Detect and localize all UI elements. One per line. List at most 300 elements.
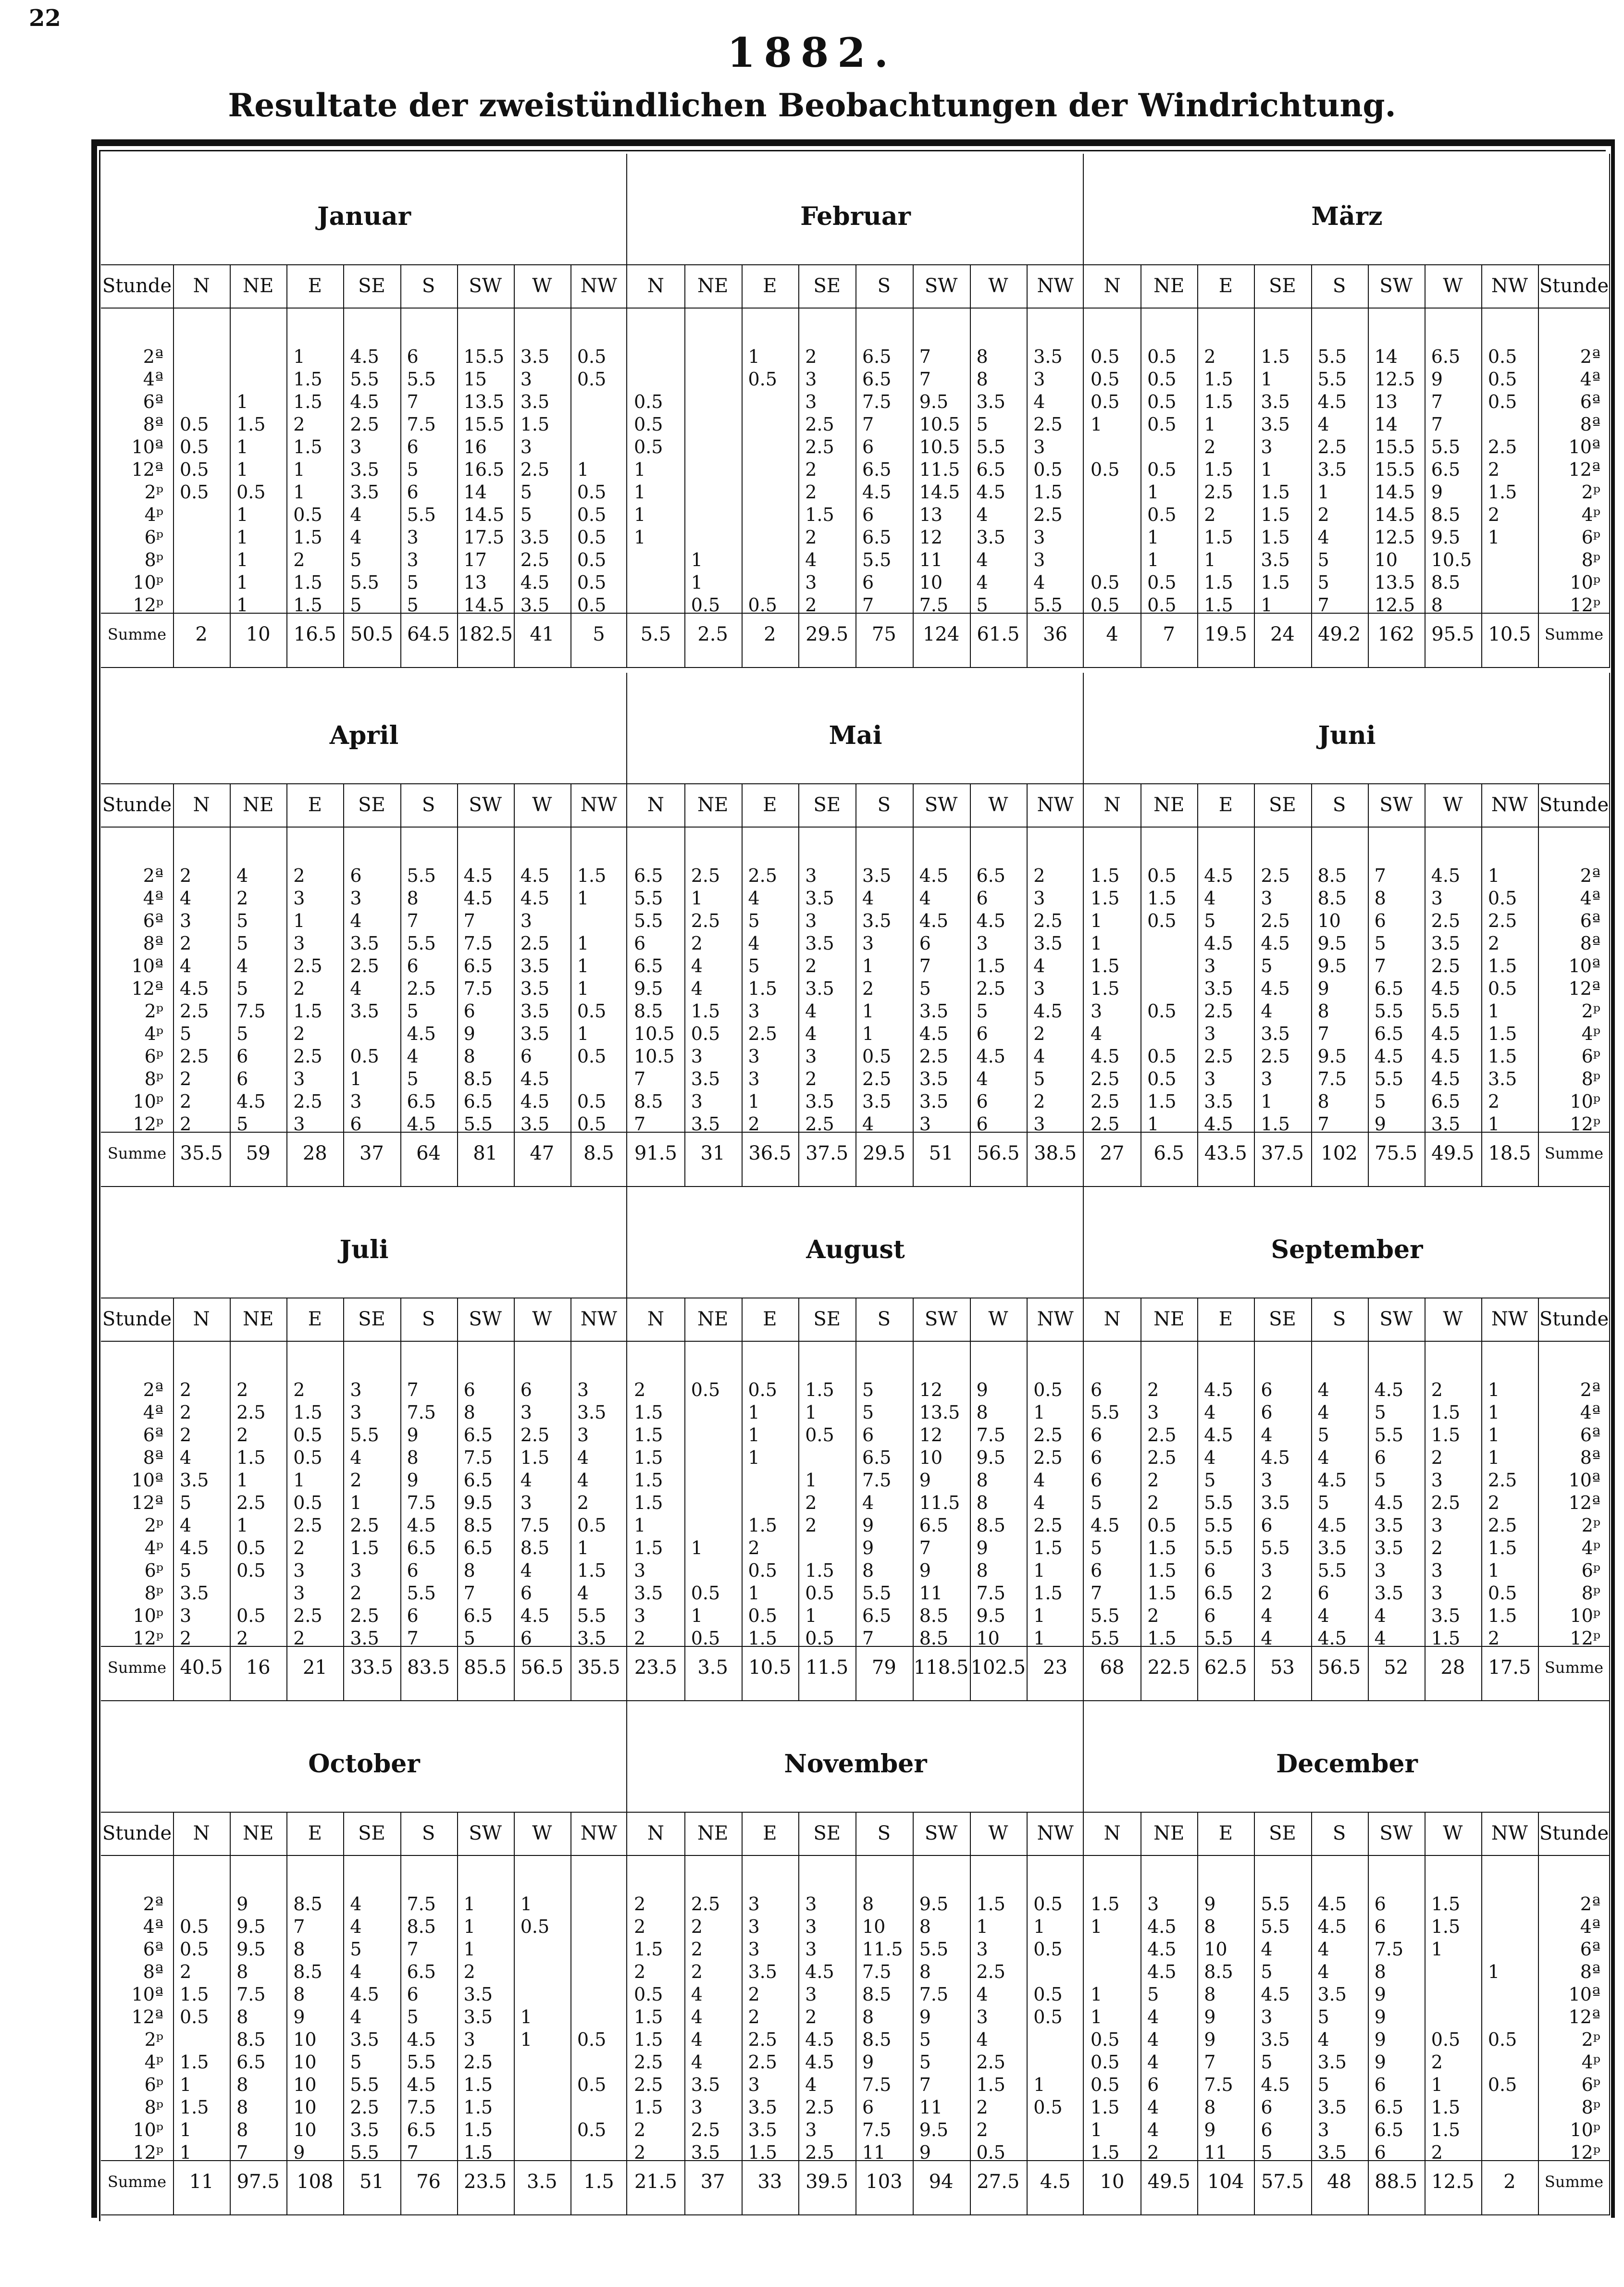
column-rule	[514, 783, 515, 1187]
data-cell: 4	[691, 2029, 703, 2050]
data-cell: 5	[407, 1068, 419, 1089]
hour-label: 6ᵖ	[1581, 1560, 1600, 1581]
hour-label: 10ᵖ	[133, 572, 163, 593]
data-cell: 7	[862, 414, 874, 435]
data-cell: 4	[1261, 1424, 1273, 1446]
column-rule	[457, 1812, 458, 2215]
data-cell: 0.5	[1147, 391, 1177, 412]
data-cell: 8	[236, 2119, 248, 2140]
data-cell: 10	[1317, 910, 1341, 931]
hour-label: 2ª	[1580, 346, 1600, 367]
hour-label: 4ª	[143, 1916, 163, 1937]
data-cell: 5	[236, 910, 248, 931]
column-rule	[742, 783, 743, 1187]
data-cell: 5	[407, 1001, 419, 1022]
data-cell: 6	[976, 1023, 988, 1044]
summe-value: 95.5	[1431, 623, 1475, 645]
data-cell: 1.5	[1488, 1537, 1517, 1558]
data-cell: 4.5	[1091, 1515, 1120, 1536]
data-cell: 0.5	[577, 2029, 607, 2050]
data-cell: 4.5	[805, 1961, 834, 1982]
month-block-5	[1084, 673, 1610, 1187]
data-cell: 5.5	[1033, 594, 1063, 616]
summe-value: 64	[416, 1142, 441, 1164]
summe-value: 118.5	[913, 1657, 969, 1679]
data-cell: 1	[1261, 369, 1273, 390]
data-cell: 2.5	[805, 414, 834, 435]
column-rule	[1027, 783, 1028, 1187]
data-cell: 3	[180, 910, 192, 931]
data-cell: 4	[180, 955, 192, 977]
data-cell: 7	[919, 2074, 931, 2095]
data-cell: 2	[862, 978, 874, 999]
data-cell: 1	[293, 1470, 305, 1491]
data-cell: 3.5	[1261, 549, 1290, 570]
data-cell: 4	[577, 1470, 589, 1491]
data-cell: 2.5	[1204, 1001, 1233, 1022]
column-rule	[1368, 1298, 1369, 1701]
data-cell: 1.5	[1033, 1537, 1063, 1558]
data-cell: 7	[1374, 865, 1386, 886]
block-bottom-rule	[101, 2214, 627, 2215]
data-cell: 2.5	[1488, 436, 1517, 457]
data-cell: 7	[1374, 955, 1386, 977]
summe-value: 27.5	[977, 2171, 1020, 2193]
data-cell: 8	[293, 1984, 305, 2005]
data-cell: 5	[407, 572, 419, 593]
data-cell: 1	[463, 1939, 475, 1960]
column-rule	[1311, 1812, 1312, 2215]
data-cell: 3.5	[1261, 414, 1290, 435]
data-cell: 6	[919, 933, 931, 954]
data-cell: 3	[1033, 888, 1045, 909]
data-cell: 4	[520, 1560, 532, 1581]
data-cell: 4	[805, 1023, 817, 1044]
data-cell: 7.5	[520, 1515, 550, 1536]
data-cell: 1.5	[293, 1001, 322, 1022]
data-cell: 5	[919, 978, 931, 999]
data-cell: 0.5	[805, 1424, 834, 1446]
data-cell: 2	[180, 933, 192, 954]
data-cell: 1	[1091, 1916, 1103, 1937]
data-cell: 7	[1317, 1113, 1329, 1135]
header-s: S	[877, 1822, 891, 1844]
data-cell: 1	[236, 391, 248, 412]
data-cell: 1	[691, 549, 703, 570]
hour-label: 10ᵖ	[1570, 2119, 1600, 2140]
data-cell: 4.5	[1317, 391, 1347, 412]
summe-value: 81	[473, 1142, 498, 1164]
hour-label: 2ᵖ	[144, 2029, 163, 2050]
data-cell: 1.5	[293, 369, 322, 390]
header-nw: NW	[1037, 794, 1074, 816]
column-rule	[230, 1812, 231, 2215]
data-cell: 5	[1317, 1492, 1329, 1513]
data-cell: 1	[1317, 482, 1329, 503]
data-cell: 1	[748, 1402, 760, 1423]
data-cell: 10	[862, 1916, 886, 1937]
data-cell: 3	[1033, 527, 1045, 548]
data-cell: 1	[520, 1893, 532, 1915]
data-cell: 1	[691, 888, 703, 909]
data-cell: 13.5	[463, 391, 505, 412]
data-cell: 5	[919, 2052, 931, 2073]
data-cell: 6	[1374, 2074, 1386, 2095]
data-cell: 4.5	[1204, 933, 1233, 954]
data-cell: 1.5	[1431, 1402, 1461, 1423]
data-cell: 1.5	[1261, 346, 1290, 367]
data-cell: 6	[1147, 2074, 1159, 2095]
column-rule	[1425, 264, 1426, 668]
data-cell: 9	[1374, 2029, 1386, 2050]
data-cell: 5	[1147, 1984, 1159, 2005]
data-cell: 2	[748, 1984, 760, 2005]
header-sw: SW	[924, 794, 958, 816]
summe-value: 37	[700, 2171, 725, 2193]
data-cell: 2	[293, 978, 305, 999]
data-cell: 8.5	[1317, 888, 1347, 909]
header-sw: SW	[924, 275, 958, 297]
data-cell: 2.5	[748, 865, 777, 886]
table-rule	[1084, 827, 1610, 828]
data-cell: 7	[463, 910, 475, 931]
data-cell: 8.5	[407, 1916, 436, 1937]
data-cell: 4	[350, 527, 362, 548]
summe-value: 11	[189, 2171, 214, 2193]
data-cell: 4	[520, 1470, 532, 1491]
summe-value: 3.5	[697, 1657, 728, 1679]
data-cell: 17	[463, 549, 487, 570]
data-cell: 1.5	[1091, 2142, 1120, 2163]
data-cell: 1.5	[634, 1402, 663, 1423]
hour-label: 10ª	[131, 436, 163, 457]
header-sw: SW	[469, 1822, 502, 1844]
data-cell: 3	[1033, 978, 1045, 999]
data-cell: 9	[976, 1379, 988, 1400]
data-cell: 3.5	[520, 1113, 550, 1135]
data-cell: 9.5	[236, 1916, 266, 1937]
block-bottom-rule	[1084, 667, 1610, 668]
data-cell: 8.5	[919, 1628, 949, 1649]
summe-value: 1.5	[583, 2171, 614, 2193]
data-cell: 0.5	[1488, 2074, 1517, 2095]
data-cell: 3	[1261, 1068, 1273, 1089]
data-cell: 3.5	[350, 2119, 379, 2140]
data-cell: 4	[350, 910, 362, 931]
data-cell: 1.5	[1204, 369, 1233, 390]
data-cell: 6	[1091, 1470, 1103, 1491]
data-cell: 5	[862, 1379, 874, 1400]
header-stunde: Stunde	[1539, 1308, 1609, 1330]
data-cell: 7.5	[1317, 1068, 1347, 1089]
page-number: 22	[29, 5, 61, 32]
column-rule	[286, 1812, 287, 2215]
data-cell: 1.5	[634, 1470, 663, 1491]
data-cell: 0.5	[180, 2006, 209, 2027]
data-cell: 1	[1488, 527, 1500, 548]
data-cell: 3.5	[1033, 346, 1063, 367]
data-cell: 9.5	[634, 978, 663, 999]
data-cell: 6	[236, 1068, 248, 1089]
hour-label: 8ᵖ	[144, 549, 163, 570]
column-rule	[1368, 1812, 1369, 2215]
data-cell: 8.5	[1431, 504, 1461, 525]
column-rule	[400, 1812, 401, 2215]
data-cell: 8.5	[919, 1605, 949, 1626]
data-cell: 9	[1204, 2119, 1216, 2140]
data-cell: 1.5	[180, 1984, 209, 2005]
data-cell: 1	[463, 1916, 475, 1937]
hour-label: 8ᵖ	[144, 2097, 163, 2118]
header-n: N	[193, 1822, 210, 1844]
summe-value: 83.5	[407, 1657, 450, 1679]
data-cell: 1.5	[1147, 1628, 1177, 1649]
data-cell: 0.5	[634, 436, 663, 457]
data-cell: 5	[236, 1113, 248, 1135]
data-cell: 9.5	[919, 2119, 949, 2140]
data-cell: 2	[180, 1628, 192, 1649]
data-cell: 2	[350, 1470, 362, 1491]
data-cell: 0.5	[236, 1560, 266, 1581]
data-cell: 2	[1431, 2052, 1443, 2073]
data-cell: 5.5	[862, 549, 892, 570]
data-cell: 1.5	[1033, 482, 1063, 503]
data-cell: 4	[180, 1447, 192, 1468]
hour-label: 10ᵖ	[133, 2119, 163, 2140]
data-cell: 4	[577, 1447, 589, 1468]
data-cell: 6	[1261, 1515, 1273, 1536]
data-cell: 0.5	[520, 1916, 550, 1937]
data-cell: 0.5	[1033, 1379, 1063, 1400]
data-cell: 1	[805, 1470, 817, 1491]
data-cell: 1.5	[1033, 1582, 1063, 1604]
hour-label: 4ª	[1580, 888, 1600, 909]
data-cell: 1	[1431, 1939, 1443, 1960]
data-cell: 4.5	[407, 1023, 436, 1044]
data-cell: 6	[1261, 2097, 1273, 2118]
column-rule	[1368, 264, 1369, 668]
data-cell: 0.5	[1147, 572, 1177, 593]
summe-value: 124	[922, 623, 960, 645]
data-cell: 5.5	[407, 369, 436, 390]
data-cell: 3	[577, 1424, 589, 1446]
data-cell: 11.5	[862, 1939, 903, 1960]
data-cell: 6.5	[634, 865, 663, 886]
hour-label: 10ª	[131, 1470, 163, 1491]
data-cell: 9	[1317, 978, 1329, 999]
data-cell: 4.5	[1147, 1916, 1177, 1937]
data-cell: 6	[1374, 1447, 1386, 1468]
data-cell: 8	[862, 1560, 874, 1581]
data-cell: 5.5	[1431, 436, 1461, 457]
data-cell: 15.5	[463, 346, 505, 367]
data-cell: 7.5	[407, 2097, 436, 2118]
data-cell: 6	[1374, 1893, 1386, 1915]
data-cell: 3	[805, 910, 817, 931]
data-cell: 7.5	[463, 978, 493, 999]
data-cell: 6	[862, 436, 874, 457]
header-s: S	[421, 794, 435, 816]
data-cell: 4.5	[1091, 1046, 1120, 1067]
data-cell: 3	[805, 369, 817, 390]
header-w: W	[532, 1822, 552, 1844]
data-cell: 2.5	[1488, 1515, 1517, 1536]
data-cell: 3.5	[919, 1068, 949, 1089]
data-cell: 4	[691, 978, 703, 999]
summe-label: Summe	[107, 1144, 167, 1162]
data-cell: 6.5	[463, 955, 493, 977]
data-cell: 4.5	[1317, 1470, 1347, 1491]
data-cell: 5	[1374, 1402, 1386, 1423]
data-cell: 3.5	[1488, 1068, 1517, 1089]
data-cell: 3.5	[919, 1091, 949, 1112]
data-cell: 2	[1204, 436, 1216, 457]
data-cell: 7	[1204, 2052, 1216, 2073]
data-cell: 2	[805, 955, 817, 977]
data-cell: 1	[577, 978, 589, 999]
data-cell: 6	[976, 888, 988, 909]
month-block-2	[1084, 154, 1610, 668]
data-cell: 2	[691, 1916, 703, 1937]
data-cell: 5	[976, 594, 988, 616]
data-cell: 9	[1204, 1893, 1216, 1915]
data-cell: 8	[407, 1447, 419, 1468]
data-cell: 1.5	[293, 391, 322, 412]
data-cell: 2	[1488, 1492, 1500, 1513]
data-cell: 2	[691, 1961, 703, 1982]
summe-value: 10	[1100, 2171, 1125, 2193]
header-w: W	[988, 1308, 1008, 1330]
column-rule	[1311, 783, 1312, 1187]
column-rule	[286, 783, 287, 1187]
data-cell: 1	[1147, 482, 1159, 503]
data-cell: 2.5	[1147, 1447, 1177, 1468]
summe-value: 10.5	[748, 1657, 792, 1679]
data-cell: 3.5	[1261, 2029, 1290, 2050]
hour-label: 6ᵖ	[144, 527, 163, 548]
table-rule	[101, 1855, 627, 1856]
data-cell: 0.5	[805, 1628, 834, 1649]
data-cell: 1.5	[1431, 1628, 1461, 1649]
data-cell: 4	[180, 888, 192, 909]
hour-label: 2ᵖ	[1581, 482, 1600, 503]
data-cell: 3	[463, 2029, 475, 2050]
column-rule	[400, 1298, 401, 1701]
header-se: SE	[1269, 1822, 1296, 1844]
data-cell: 8	[236, 2097, 248, 2118]
data-cell: 3	[1431, 1582, 1443, 1604]
data-cell: 0.5	[1147, 865, 1177, 886]
data-cell: 10.5	[919, 414, 960, 435]
summe-value: 12.5	[1431, 2171, 1475, 2193]
data-cell: 6.5	[862, 369, 892, 390]
data-cell: 1	[350, 1492, 362, 1513]
header-sw: SW	[1379, 275, 1413, 297]
data-cell: 6	[407, 955, 419, 977]
data-cell: 3.5	[1374, 1537, 1404, 1558]
table-rule	[101, 308, 627, 309]
data-cell: 1	[862, 1023, 874, 1044]
data-cell: 3.5	[180, 1582, 209, 1604]
data-cell: 4.5	[520, 865, 550, 886]
data-cell: 4.5	[463, 888, 493, 909]
header-w: W	[1443, 275, 1463, 297]
header-s: S	[1332, 1822, 1346, 1844]
data-cell: 1.5	[1147, 1091, 1177, 1112]
data-cell: 2	[634, 1916, 646, 1937]
data-cell: 5.5	[1374, 1001, 1404, 1022]
block-right-rule	[1609, 673, 1610, 1187]
data-cell: 6.5	[1204, 1582, 1233, 1604]
data-cell: 8	[1204, 1984, 1216, 2005]
data-cell: 4	[691, 1984, 703, 2005]
data-cell: 1	[805, 1402, 817, 1423]
summe-value: 23	[1043, 1657, 1068, 1679]
data-cell: 8.5	[862, 2029, 892, 2050]
data-cell: 5.5	[1091, 1605, 1120, 1626]
data-cell: 5	[520, 504, 532, 525]
header-s: S	[877, 275, 891, 297]
summe-label: Summe	[107, 1658, 167, 1677]
column-rule	[1481, 1298, 1482, 1701]
data-cell: 8	[236, 2074, 248, 2095]
header-e: E	[308, 275, 322, 297]
data-cell: 0.5	[634, 414, 663, 435]
column-rule	[570, 1812, 571, 2215]
data-cell: 0.5	[180, 1916, 209, 1937]
data-cell: 7.5	[236, 1001, 266, 1022]
data-cell: 1	[1091, 910, 1103, 931]
data-cell: 0.5	[1091, 346, 1120, 367]
data-cell: 4	[1261, 1001, 1273, 1022]
data-cell: 4	[976, 2029, 988, 2050]
data-cell: 8	[976, 1560, 988, 1581]
data-cell: 2	[634, 2142, 646, 2163]
data-cell: 4	[862, 888, 874, 909]
header-e: E	[1218, 1822, 1233, 1844]
data-cell: 5.5	[350, 2142, 379, 2163]
data-cell: 9	[1431, 369, 1443, 390]
data-cell: 9	[407, 1424, 419, 1446]
data-cell: 5	[1317, 2006, 1329, 2027]
hour-label: 10ᵖ	[133, 1605, 163, 1626]
column-rule	[913, 1812, 914, 2215]
data-cell: 1.5	[805, 504, 834, 525]
block-right-rule	[1609, 154, 1610, 668]
data-cell: 3	[976, 1939, 988, 1960]
header-nw: NW	[1491, 794, 1528, 816]
column-rule	[343, 1812, 344, 2215]
data-cell: 0.5	[1488, 346, 1517, 367]
data-cell: 9	[293, 2142, 305, 2163]
header-se: SE	[813, 794, 841, 816]
data-cell: 0.5	[577, 1046, 607, 1067]
hour-label: 2ª	[1580, 1893, 1600, 1915]
summe-value: 3.5	[527, 2171, 558, 2193]
month-title: Juli	[339, 1235, 389, 1264]
data-cell: 9.5	[919, 1893, 949, 1915]
data-cell: 1.5	[463, 2142, 493, 2163]
data-cell: 2.5	[1033, 910, 1063, 931]
data-cell: 3.5	[805, 888, 834, 909]
data-cell: 0.5	[236, 482, 266, 503]
data-cell: 2.5	[919, 1046, 949, 1067]
hour-label: 12ᵖ	[1570, 2142, 1600, 2163]
data-cell: 5	[520, 482, 532, 503]
hour-label: 10ᵖ	[1570, 1605, 1600, 1626]
data-cell: 7.5	[862, 391, 892, 412]
data-cell: 3	[1033, 1113, 1045, 1135]
